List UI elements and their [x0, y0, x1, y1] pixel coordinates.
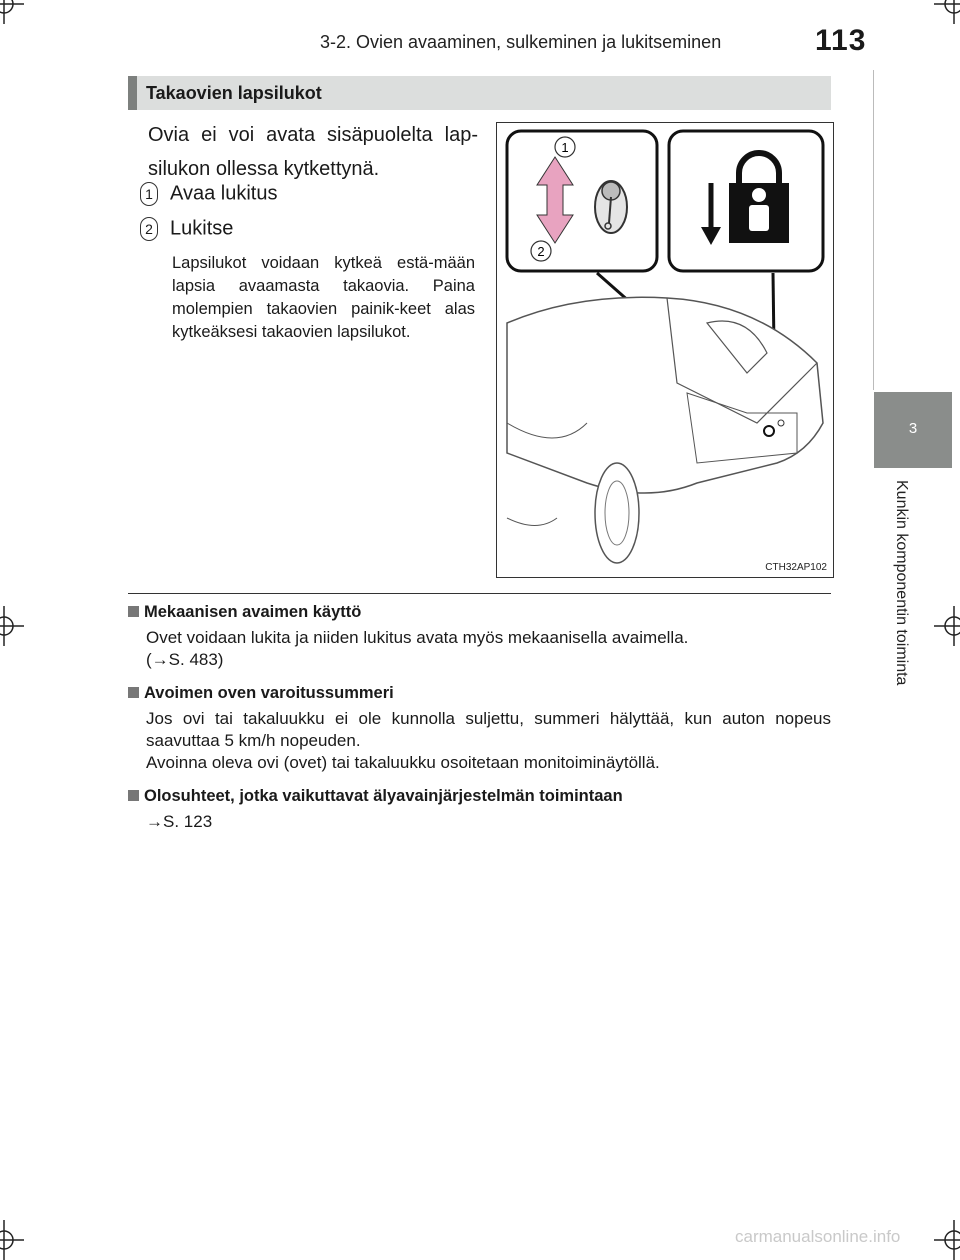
car-door-illustration: [497, 123, 833, 577]
topic-body: [146, 708, 831, 774]
item-label: Avaa lukitus: [170, 182, 278, 205]
bullet-square-icon: [128, 790, 139, 801]
item-number-badge: 1: [140, 182, 158, 206]
chapter-tab-label: Kunkin komponentin toiminta: [893, 480, 910, 686]
topic-heading: [128, 787, 831, 806]
crop-mark-top-left: [0, 0, 24, 24]
note-paragraph: Lapsilukot voidaan kytkeä estä-mään lapsia avaamasta takaovia. Paina molempien takaovien painik-keet alas kytkeäksesi takaovien lapsilukot.: [172, 254, 475, 341]
figure-code: CTH32AP102: [765, 562, 827, 573]
topic-title: Avoimen oven varoitussummeri: [144, 684, 394, 702]
numbered-item-1: [140, 182, 277, 206]
page-number: 113: [815, 24, 867, 57]
topic-body: [146, 627, 831, 671]
item-label: Lukitse: [170, 217, 234, 240]
side-divider: [873, 70, 874, 390]
topic-heading: [128, 603, 831, 622]
callout-1: 1: [561, 140, 569, 155]
crop-mark-bottom-left: [0, 1220, 24, 1260]
topic-heading: [128, 684, 831, 703]
bullet-square-icon: [128, 606, 139, 617]
topic-text: Ovet voidaan lukita ja niiden lukitus avata myös mekaanisella avaimella.: [146, 628, 689, 647]
section-divider: [128, 593, 831, 594]
page-reference-link[interactable]: (→S. 483): [146, 650, 224, 669]
topic-mechanical-key: [128, 603, 831, 671]
numbered-item-2: [140, 217, 233, 241]
callout-2: 2: [537, 244, 545, 259]
topic-smart-key-conditions: [128, 787, 831, 833]
item-number-badge: 2: [140, 217, 158, 241]
chapter-tab-number: 3: [908, 420, 918, 437]
crop-mark-mid-left: [0, 606, 24, 646]
watermark: carmanualsonline.info: [735, 1227, 901, 1246]
topic-door-buzzer: [128, 684, 831, 774]
intro-paragraph: Ovia ei voi avata sisäpuolelta lap-silukon ollessa kytkettynä.: [148, 124, 478, 180]
topic-title: Olosuhteet, jotka vaikuttavat älyavainjärjestelmän toimintaan: [144, 787, 623, 805]
crop-mark-mid-right: [934, 606, 960, 646]
section-heading: [128, 76, 831, 110]
section-heading-accent: [128, 76, 137, 110]
bullet-square-icon: [128, 687, 139, 698]
child-lock-figure: [496, 122, 834, 578]
topic-text: Jos ovi tai takaluukku ei ole kunnolla suljettu, summeri hälyttää, kun auton nopeus saavuttaa 5 km/h nopeuden.: [146, 709, 831, 750]
page-reference-link[interactable]: →S. 123: [146, 812, 213, 831]
topic-body: [146, 811, 831, 833]
section-title: Takaovien lapsilukot: [146, 83, 322, 103]
crop-mark-bottom-right: [934, 1220, 960, 1260]
chapter-header: 3-2. Ovien avaaminen, sulkeminen ja lukitseminen: [320, 32, 722, 52]
topic-title: Mekaanisen avaimen käyttö: [144, 603, 362, 621]
chapter-tab[interactable]: [874, 392, 952, 468]
topic-text: Avoinna oleva ovi (ovet) tai takaluukku osoitetaan monitoiminäytöllä.: [146, 753, 660, 772]
crop-mark-top-right: [934, 0, 960, 24]
